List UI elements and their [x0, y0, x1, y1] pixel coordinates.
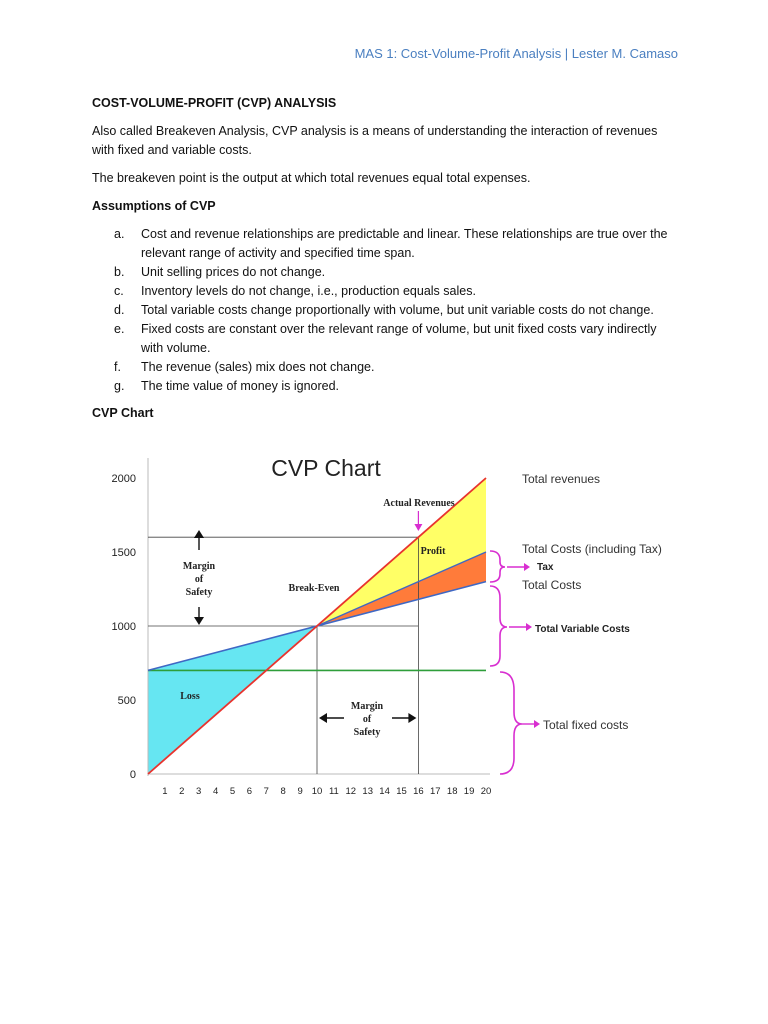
tax-brace [490, 551, 505, 582]
tax-label: Tax [537, 562, 554, 573]
x-tick-label: 5 [229, 786, 236, 797]
x-tick-label: 20 [480, 786, 492, 797]
x-tick-label: 13 [362, 786, 373, 797]
x-tick-label: 1 [162, 786, 168, 797]
list-marker: c. [114, 284, 124, 298]
list-item-text: Cost and revenue relationships are predictable and linear. These relationships are true over the relevant range of activity and specified time span. [141, 227, 668, 260]
margin-arrowhead-left [319, 713, 327, 723]
x-tick-label: 8 [280, 786, 286, 797]
variable-costs-arrowhead [526, 623, 532, 631]
loss-label: Loss [180, 691, 200, 702]
total-costs-incl-tax-label: Total Costs (including Tax) [522, 542, 662, 556]
x-tick-label: 2 [179, 786, 185, 797]
variable-costs-brace [490, 586, 507, 666]
total-fixed-costs-label: Total fixed costs [543, 718, 629, 732]
x-tick-label: 11 [328, 786, 339, 797]
x-tick-label: 10 [311, 786, 323, 797]
intro-paragraph: Also called Breakeven Analysis, CVP analysis is a means of understanding the interaction of revenues with fixed and variable costs. [92, 124, 658, 157]
x-tick-label: 17 [430, 786, 441, 797]
x-tick-label: 4 [212, 786, 219, 797]
list-marker: a. [114, 227, 125, 241]
list-item-text: Inventory levels do not change, i.e., production equals sales. [141, 284, 476, 298]
y-tick-label: 500 [117, 695, 136, 707]
x-tick-label: 9 [297, 786, 303, 797]
x-tick-label: 18 [446, 786, 458, 797]
y-tick-label: 1000 [111, 621, 136, 633]
x-tick-label: 7 [263, 786, 269, 797]
list-item-text: The revenue (sales) mix does not change. [141, 360, 375, 374]
breakeven-definition: The breakeven point is the output at which total revenues equal total expenses. [92, 171, 531, 185]
list-marker: d. [114, 303, 125, 317]
x-tick-label: 19 [463, 786, 475, 797]
document-title: COST-VOLUME-PROFIT (CVP) ANALYSIS [92, 96, 337, 110]
y-tick-label: 1500 [111, 547, 136, 559]
y-tick-label: 2000 [111, 473, 136, 485]
assumptions-heading: Assumptions of CVP [92, 199, 216, 213]
actual-revenues-label: Actual Revenues [383, 498, 455, 509]
margin-arrowhead-up [194, 530, 204, 538]
break-even-label: Break-Even [288, 583, 340, 594]
margin-of-safety-horizontal-label: Safety [353, 727, 381, 738]
fixed-costs-arrowhead [534, 720, 540, 728]
chart-heading: CVP Chart [92, 406, 154, 420]
x-tick-label: 3 [196, 786, 202, 797]
list-marker: e. [114, 322, 125, 336]
margin-of-safety-vertical-label: Safety [185, 587, 213, 598]
fixed-costs-brace [500, 672, 522, 774]
chart-title: CVP Chart [271, 455, 381, 481]
margin-of-safety-vertical-label: of [194, 574, 204, 585]
margin-of-safety-horizontal-label: Margin [350, 701, 384, 712]
total-costs-label: Total Costs [522, 578, 582, 592]
y-tick-label: 0 [129, 769, 136, 781]
x-tick-label: 15 [396, 786, 407, 797]
tax-arrowhead [524, 563, 530, 571]
actual-revenues-arrowhead [414, 524, 422, 531]
list-item-text: Total variable costs change proportionally with volume, but unit variable costs do not change. [141, 303, 654, 317]
total-variable-costs-label: Total Variable Costs [535, 624, 630, 635]
x-tick-label: 12 [345, 786, 357, 797]
page-header: MAS 1: Cost-Volume-Profit Analysis | Lester M. Camaso [354, 46, 678, 61]
total-revenues-label: Total revenues [522, 472, 601, 486]
x-tick-label: 14 [379, 786, 390, 797]
margin-arrowhead-right [408, 713, 416, 723]
list-marker: f. [114, 360, 121, 374]
x-tick-label: 6 [246, 786, 253, 797]
list-item-text: The time value of money is ignored. [141, 379, 340, 393]
list-marker: g. [114, 379, 125, 393]
list-item-text: Unit selling prices do not change. [141, 265, 326, 279]
margin-of-safety-vertical-label: Margin [182, 561, 216, 572]
x-tick-label: 16 [413, 786, 424, 797]
list-marker: b. [114, 265, 125, 279]
margin-arrowhead-down [194, 617, 204, 625]
margin-of-safety-horizontal-label: of [362, 714, 372, 725]
profit-label: Profit [420, 546, 446, 557]
list-item-text: Fixed costs are constant over the relevant range of volume, but unit fixed costs vary indirectly with volume. [141, 322, 657, 355]
